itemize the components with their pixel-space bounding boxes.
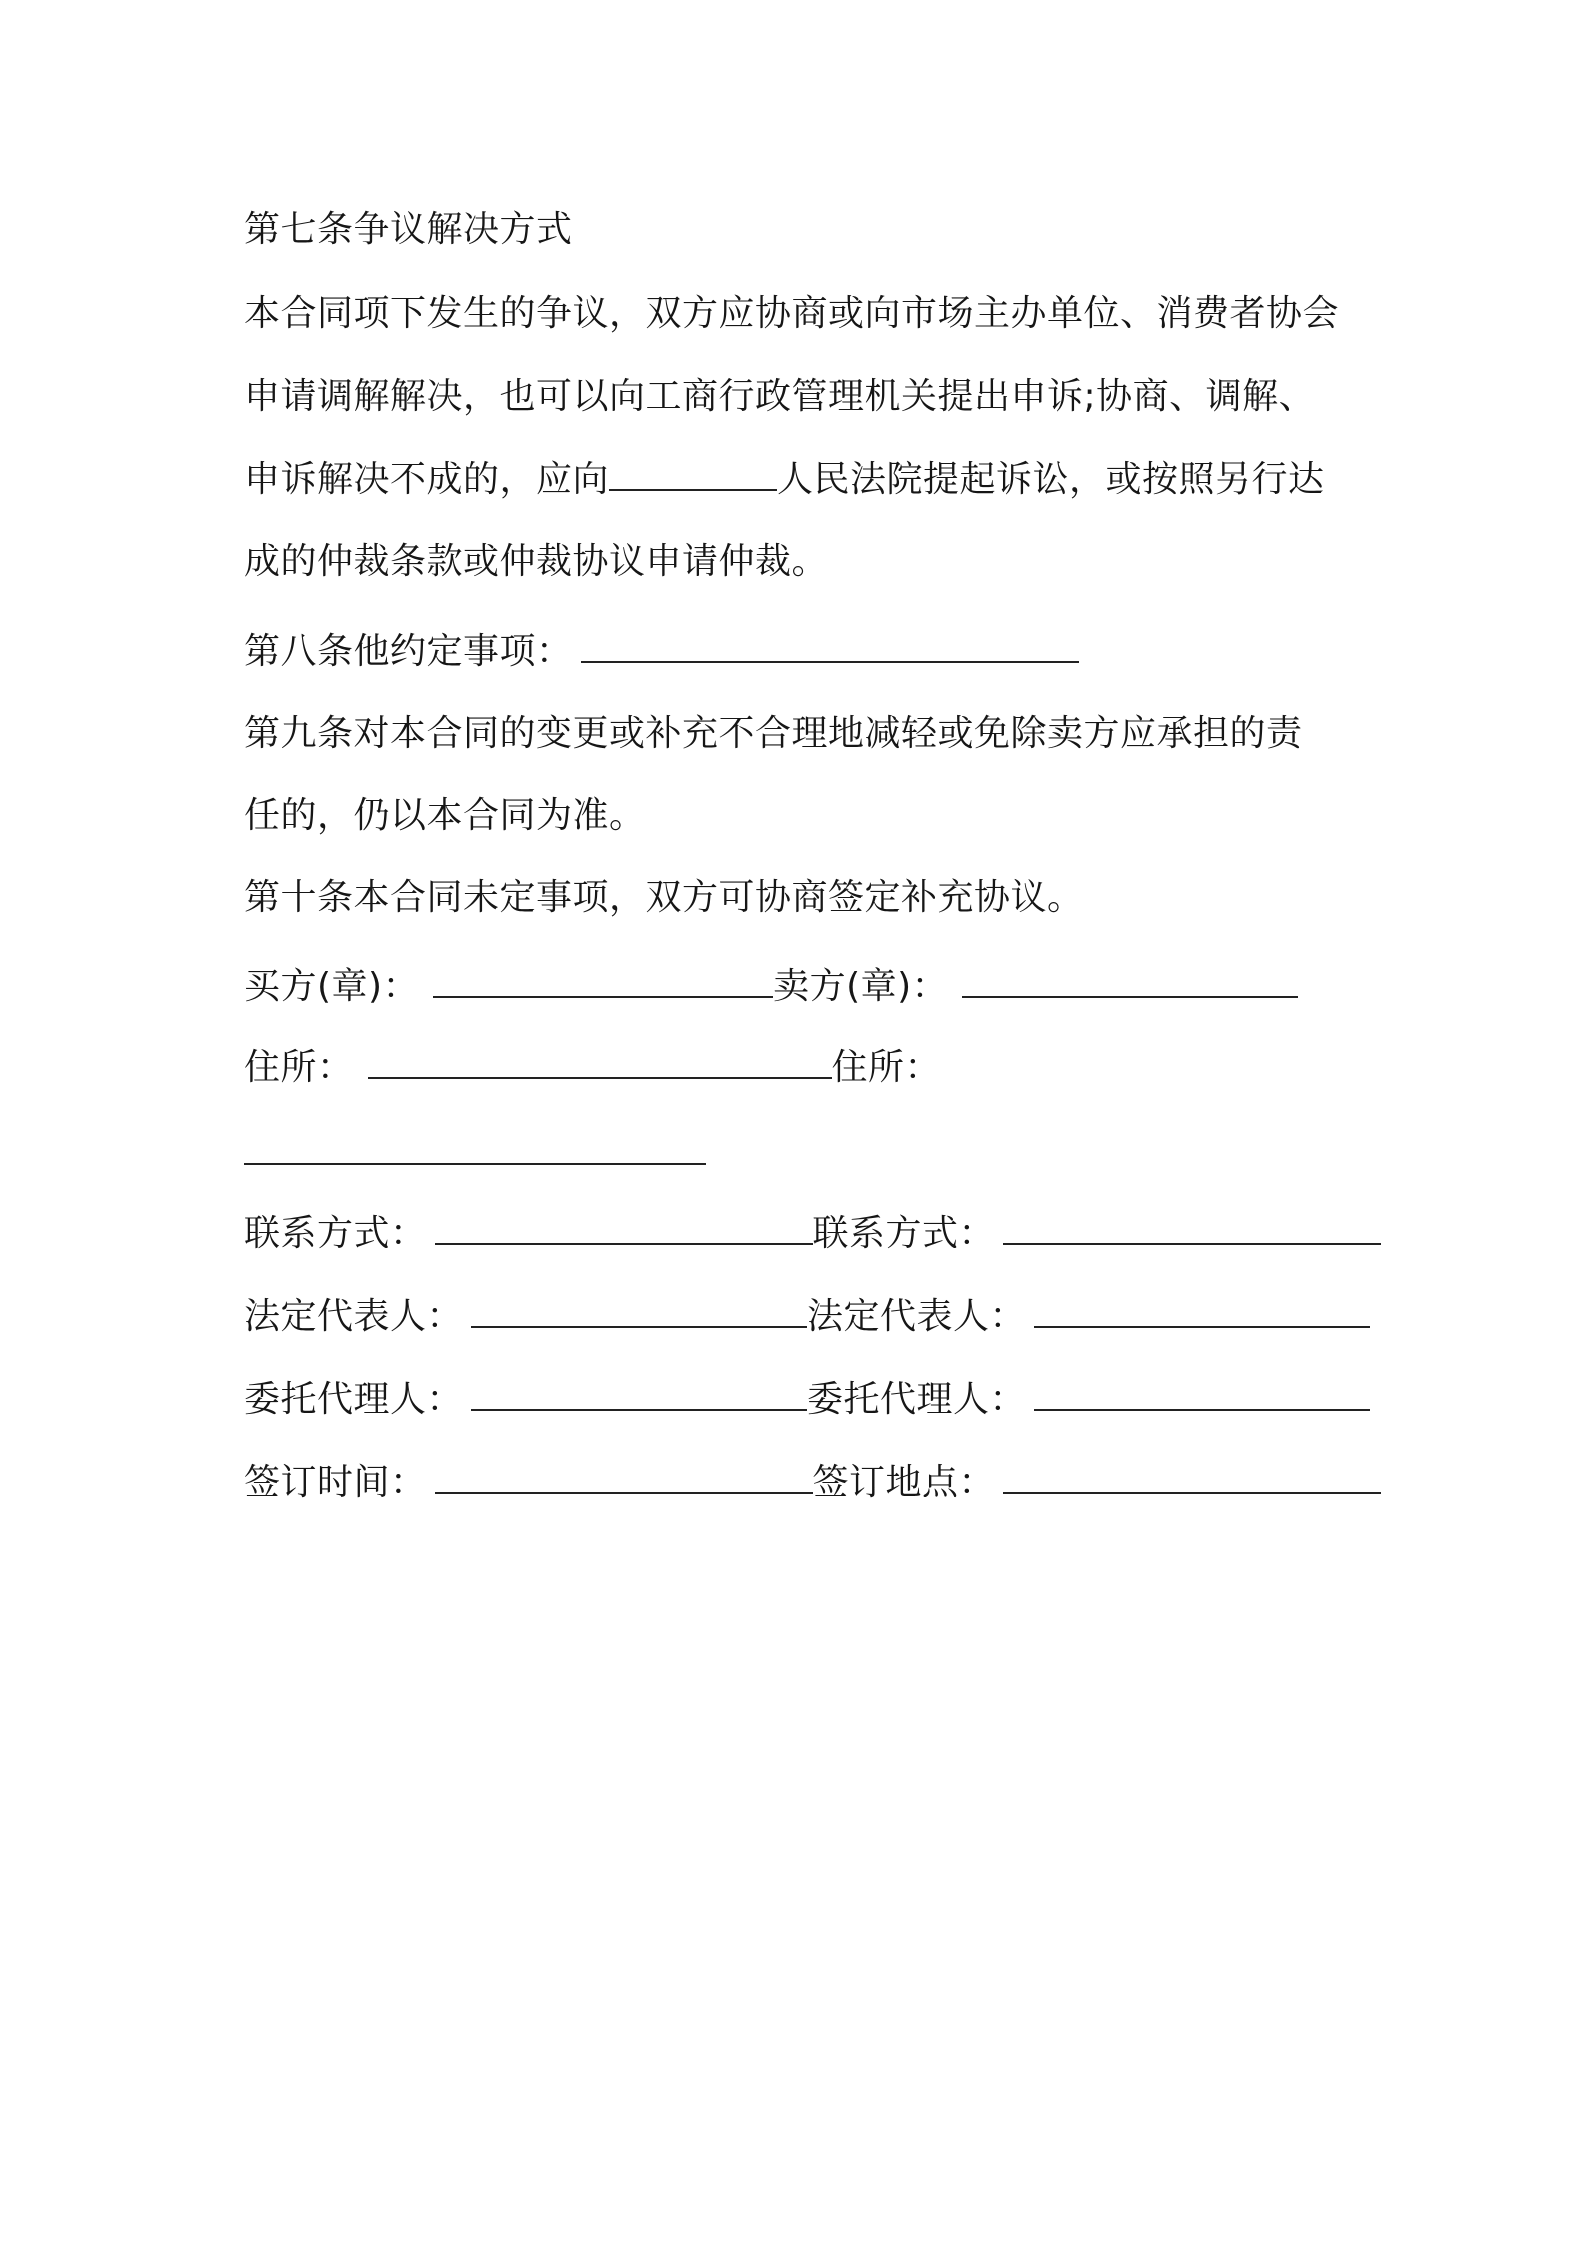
buyer-blank[interactable]: [433, 966, 773, 998]
seller-legal-rep-label: 法定代表人：: [807, 1296, 1027, 1337]
article7-line2: 申请调解解决，也可以向工商行政管理机关提出申诉;协商、调解、: [244, 376, 1316, 417]
seller-agent-label: 委托代理人：: [807, 1379, 1027, 1420]
legal-rep-row: [244, 1293, 1370, 1341]
article9-line1: 第九条对本合同的变更或补充不合理地减轻或免除卖方应承担的责: [244, 713, 1303, 754]
seller-contact-blank[interactable]: [1003, 1213, 1381, 1245]
buyer-agent-label: 委托代理人：: [244, 1379, 464, 1420]
party-seal-row: [244, 963, 1298, 1011]
article10-text: 第十条本合同未定事项，双方可协商签定补充协议。: [244, 877, 1084, 918]
buyer-contact-label: 联系方式：: [244, 1213, 427, 1254]
contact-row: [244, 1210, 1381, 1258]
article7-line3-after: 人民法院提起诉讼，或按照另行达: [777, 459, 1325, 500]
seller-label: 卖方(章)：: [773, 966, 949, 1007]
address-row: [244, 1044, 941, 1092]
seller-address-row: [244, 1130, 706, 1178]
article8-line: [244, 628, 1079, 676]
court-blank[interactable]: [609, 459, 777, 491]
buyer-legal-rep-blank[interactable]: [471, 1296, 807, 1328]
sign-place-blank[interactable]: [1003, 1462, 1381, 1494]
article9-line2: 任的，仍以本合同为准。: [244, 795, 646, 836]
article7-line3-before: 申诉解决不成的，应向: [244, 459, 610, 500]
seller-legal-rep-blank[interactable]: [1034, 1296, 1370, 1328]
sign-time-blank[interactable]: [435, 1462, 813, 1494]
article8-blank[interactable]: [581, 631, 1079, 663]
article7-line3: [244, 456, 1325, 504]
agent-row: [244, 1376, 1370, 1424]
article8-label: 第八条他约定事项：: [244, 631, 573, 672]
seller-address-blank[interactable]: [244, 1133, 706, 1165]
seller-contact-label: 联系方式：: [812, 1213, 996, 1254]
article7-line1: 本合同项下发生的争议，双方应协商或向市场主办单位、消费者协会: [244, 293, 1340, 334]
article7-title: 第七条争议解决方式: [244, 209, 573, 250]
buyer-address-label: 住所：: [244, 1047, 354, 1088]
buyer-address-blank[interactable]: [368, 1047, 832, 1079]
sign-place-label: 签订地点：: [812, 1462, 996, 1503]
buyer-agent-blank[interactable]: [471, 1379, 807, 1411]
seller-blank[interactable]: [962, 966, 1298, 998]
buyer-legal-rep-label: 法定代表人：: [244, 1296, 464, 1337]
signing-row: [244, 1459, 1381, 1507]
sign-time-label: 签订时间：: [244, 1462, 427, 1503]
buyer-contact-blank[interactable]: [435, 1213, 813, 1245]
article7-line4: 成的仲裁条款或仲裁协议申请仲裁。: [244, 541, 829, 582]
seller-agent-blank[interactable]: [1034, 1379, 1370, 1411]
seller-address-label: 住所：: [831, 1047, 942, 1088]
buyer-label: 买方(章)：: [244, 966, 420, 1007]
